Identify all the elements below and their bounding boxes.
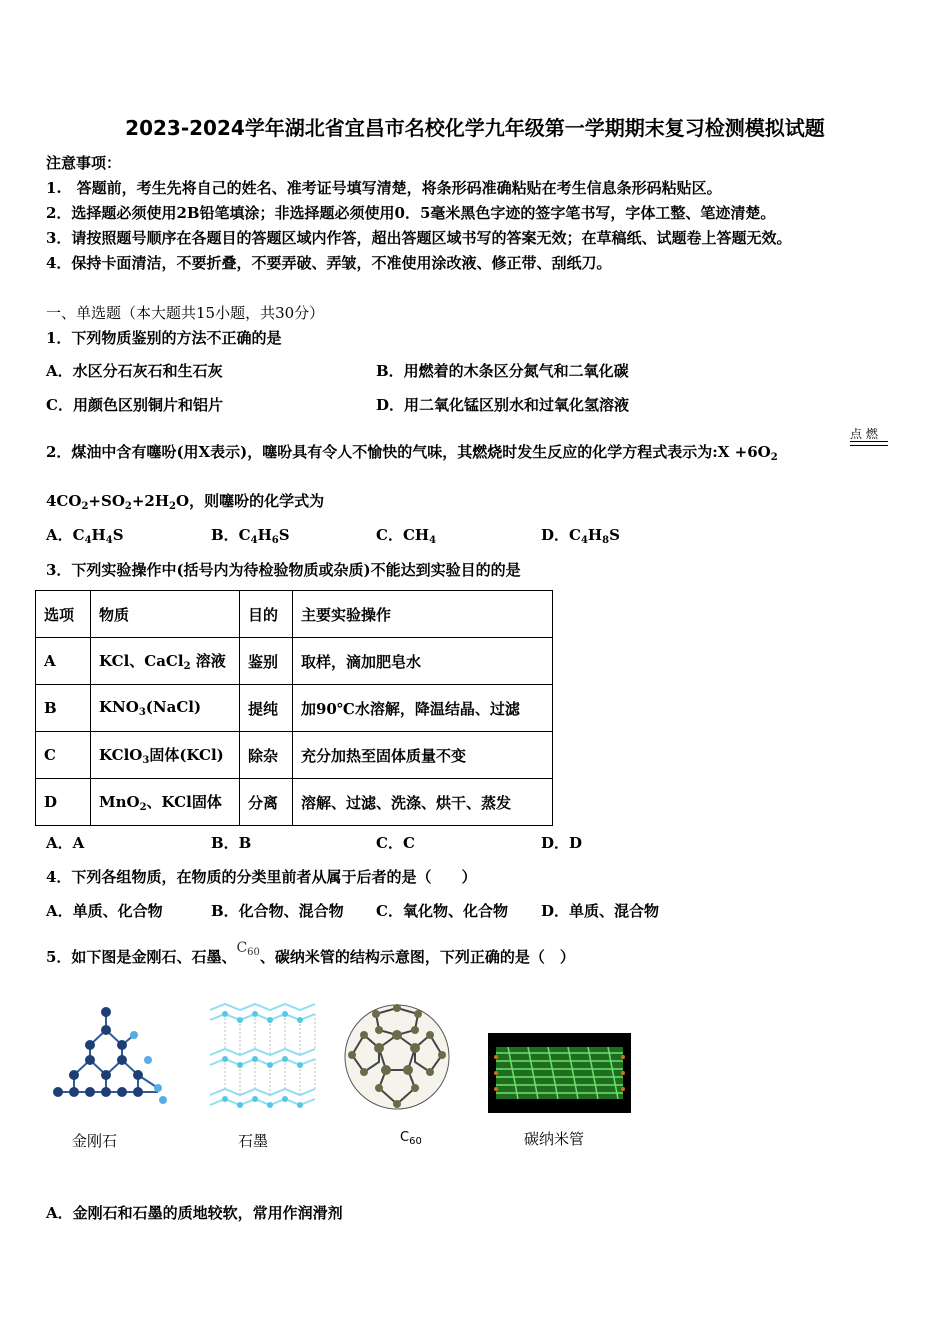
q4-stem: 4．下列各组物质，在物质的分类里前者从属于后者的是（ ）	[46, 868, 477, 886]
q5-stem: 5．如下图是金刚石、石墨、$C_{60}$、碳纳米管的结构示意图，下列正确的是（ ）	[46, 940, 575, 966]
table-cell: B	[36, 685, 91, 732]
table-cell: 加90℃水溶解，降温结晶、过滤	[293, 685, 553, 732]
table-header-cell: 目的	[240, 591, 293, 638]
table-cell: D	[36, 779, 91, 826]
notice-heading: 注意事项：	[46, 154, 122, 172]
table-cell: C	[36, 732, 91, 779]
q2-products: $4CO_2+SO_2+2H_2O$，则噻吩的化学式为	[46, 492, 325, 512]
table-header-cell: 主要实验操作	[293, 591, 553, 638]
caption-diamond: 金刚石	[72, 1132, 118, 1150]
page-title: 2023-2024学年湖北省宜昌市名校化学九年级第一学期期末复习检测模拟试题	[125, 116, 825, 140]
notice-item-1: 1. 答题前，考生先将自己的姓名、准考证号填写清楚，将条形码准确粘贴在考生信息条形码粘贴区。	[46, 179, 722, 197]
nanotube-structure-image	[488, 1033, 631, 1113]
table-cell: 提纯	[240, 685, 293, 732]
table-cell: KClO$_3$固体(KCl)	[91, 732, 240, 779]
caption-c60: $C_{60}$	[400, 1130, 422, 1147]
q1-stem: 1．下列物质鉴别的方法不正确的是	[46, 329, 282, 347]
q3-stem: 3．下列实验操作中(括号内为待检验物质或杂质)不能达到实验目的的是	[46, 561, 521, 579]
q2-option-b[interactable]: B．$C_4H_6S$	[211, 526, 290, 546]
table-row	[36, 638, 553, 685]
c60-label: $C_{60}$	[236, 940, 260, 958]
table-cell: 充分加热至固体质量不变	[293, 732, 553, 779]
table-header-cell: 物质	[91, 591, 240, 638]
q2-option-d[interactable]: D．$C_4H_8S$	[541, 526, 620, 546]
q3-option-b[interactable]: B．B	[211, 834, 252, 852]
q2-stem: 2．煤油中含有噻吩(用X表示)，噻吩具有令人不愉快的气味，其燃烧时发生反应的化学方程式表示为:X $+6O_2$	[46, 443, 778, 463]
caption-nanotube: 碳纳米管	[524, 1130, 585, 1148]
table-cell: $KNO_3(NaCl)$	[91, 685, 240, 732]
table-cell: A	[36, 638, 91, 685]
q1-option-b[interactable]: B．用燃着的木条区分氮气和二氧化碳	[376, 362, 629, 380]
equals-line	[850, 445, 888, 446]
c60-structure-image	[340, 1000, 455, 1115]
table-cell: 分离	[240, 779, 293, 826]
q5-option-a[interactable]: A．金刚石和石墨的质地较软，常用作润滑剂	[46, 1204, 343, 1222]
q2-option-c[interactable]: C．$CH_4$	[376, 526, 437, 546]
table-cell: 溶解、过滤、洗涤、烘干、蒸发	[293, 779, 553, 826]
q1-option-a[interactable]: A．水区分石灰石和生石灰	[46, 362, 223, 380]
q2-option-a[interactable]: A．$C_4H_4S$	[46, 526, 124, 546]
table-cell: 取样，滴加肥皂水	[293, 638, 553, 685]
table-row	[36, 685, 553, 732]
q3-table	[35, 590, 553, 826]
q3-option-d[interactable]: D．D	[541, 834, 583, 852]
table-header-cell: 选项	[36, 591, 91, 638]
q4-option-d[interactable]: D．单质、混合物	[541, 902, 660, 920]
caption-graphite: 石墨	[238, 1132, 269, 1150]
table-cell: MnO$_2$、KCl固体	[91, 779, 240, 826]
section-heading: 一、单选题（本大题共15小题，共30分）	[46, 304, 325, 322]
table-row	[36, 779, 553, 826]
reaction-condition: 点 燃	[850, 427, 878, 441]
q1-option-d[interactable]: D．用二氧化锰区别水和过氧化氢溶液	[376, 396, 630, 414]
q3-option-c[interactable]: C．C	[376, 834, 415, 852]
table-header-row	[36, 591, 553, 638]
table-cell: 除杂	[240, 732, 293, 779]
q1-option-c[interactable]: C．用颜色区别铜片和铝片	[46, 396, 223, 414]
notice-item-3: 3．请按照题号顺序在各题目的答题区域内作答，超出答题区域书写的答案无效；在草稿纸、试题卷上答题无效。	[46, 229, 792, 247]
q4-option-a[interactable]: A．单质、化合物	[46, 902, 163, 920]
table-cell: KCl、CaCl$_2$ 溶液	[91, 638, 240, 685]
q4-option-b[interactable]: B．化合物、混合物	[211, 902, 344, 920]
graphite-structure-image	[205, 1000, 320, 1110]
q4-option-c[interactable]: C．氧化物、化合物	[376, 902, 508, 920]
notice-item-2: 2．选择题必须使用2B铅笔填涂；非选择题必须使用0．5毫米黑色字迹的签字笔书写，字体工整、笔迹清楚。	[46, 204, 776, 222]
diamond-structure-image	[48, 1000, 173, 1110]
equals-line	[850, 441, 888, 442]
q3-option-a[interactable]: A．A	[46, 834, 85, 852]
table-cell: 鉴别	[240, 638, 293, 685]
table-row	[36, 732, 553, 779]
notice-item-4: 4．保持卡面清洁，不要折叠，不要弄破、弄皱，不准使用涂改液、修正带、刮纸刀。	[46, 254, 612, 272]
